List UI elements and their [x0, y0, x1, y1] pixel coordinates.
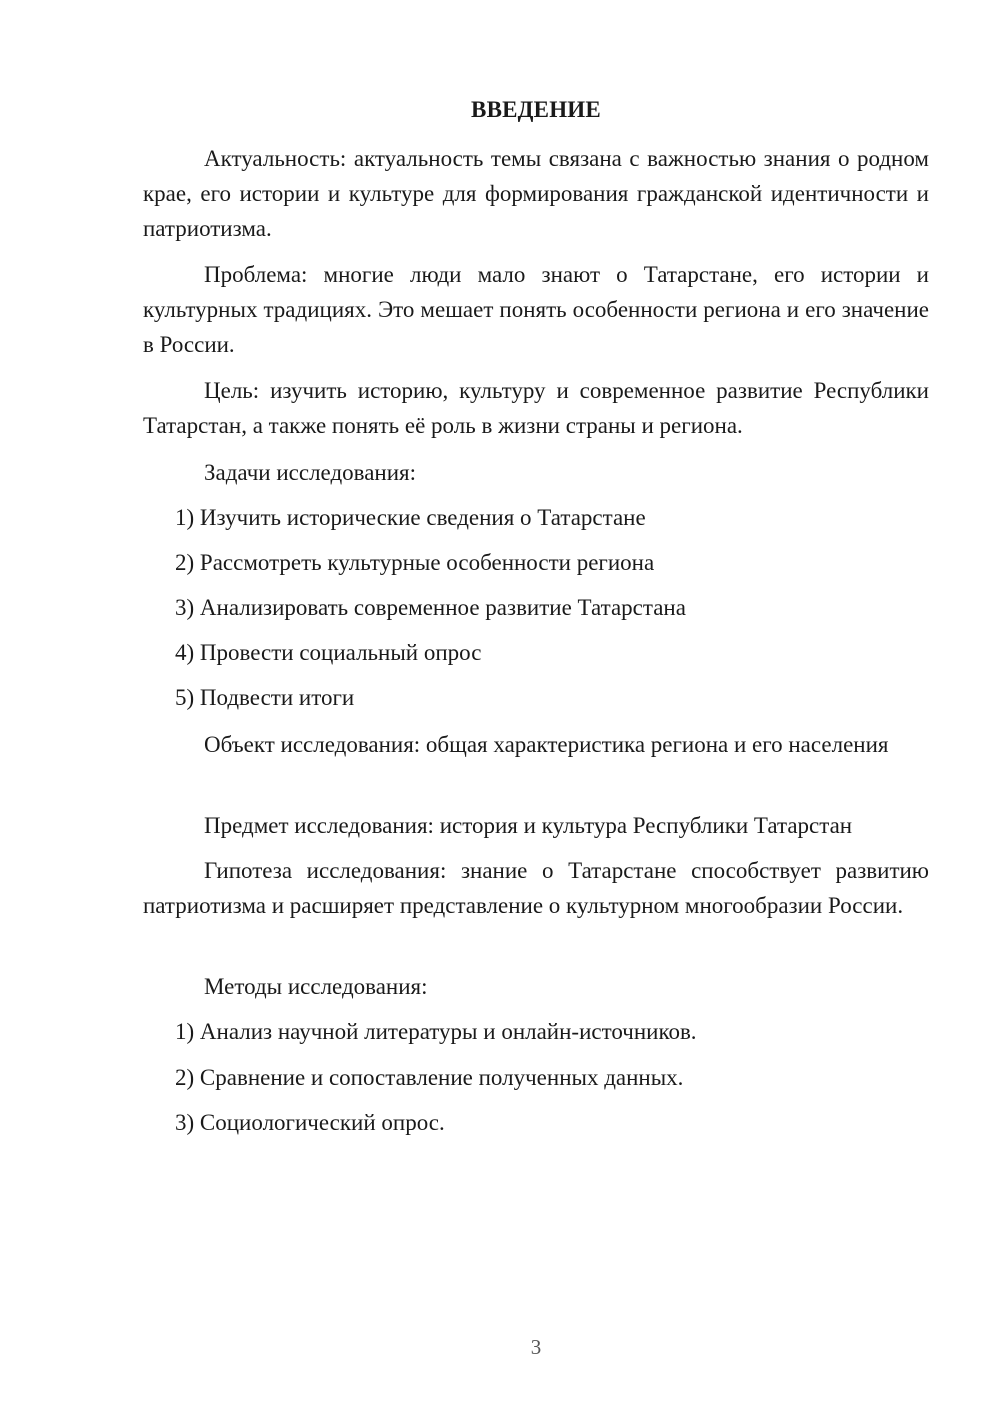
relevance-paragraph: Актуальность: актуальность темы связана с важностью знания о родном крае, его истории и культуре для формирования гражданской идентичности и патриотизма. — [143, 146, 929, 241]
method-item: 1) Анализ научной литературы и онлайн-источников. — [175, 1019, 697, 1044]
methods-heading: Методы исследования: — [204, 974, 428, 999]
task-item: 4) Провести социальный опрос — [175, 640, 482, 665]
page-number: 3 — [530, 1335, 542, 1359]
task-item: 2) Рассмотреть культурные особенности региона — [175, 550, 655, 575]
goal-paragraph: Цель: изучить историю, культуру и современное развитие Республики Татарстан, а также понять её роль в жизни страны и региона. — [143, 378, 929, 438]
method-item: 2) Сравнение и сопоставление полученных данных. — [175, 1065, 684, 1090]
subject-paragraph: Предмет исследования: история и культура Республики Татарстан — [204, 813, 853, 838]
page-title: ВВЕДЕНИЕ — [471, 97, 601, 122]
problem-paragraph: Проблема: многие люди мало знают о Татарстане, его истории и культурных традициях. Это мешает понять особенности региона и его значение в России. — [143, 262, 929, 357]
object-paragraph: Объект исследования: общая характеристика региона и его населения — [204, 732, 889, 757]
task-item: 5) Подвести итоги — [175, 685, 355, 710]
method-item: 3) Социологический опрос. — [175, 1110, 445, 1135]
task-item: 3) Анализировать современное развитие Татарстана — [175, 595, 686, 620]
hypothesis-paragraph: Гипотеза исследования: знание о Татарстане способствует развитию патриотизма и расширяет представление о культурном многообразии России. — [143, 858, 929, 918]
task-item: 1) Изучить исторические сведения о Татарстане — [175, 505, 646, 530]
tasks-heading: Задачи исследования: — [204, 460, 417, 485]
